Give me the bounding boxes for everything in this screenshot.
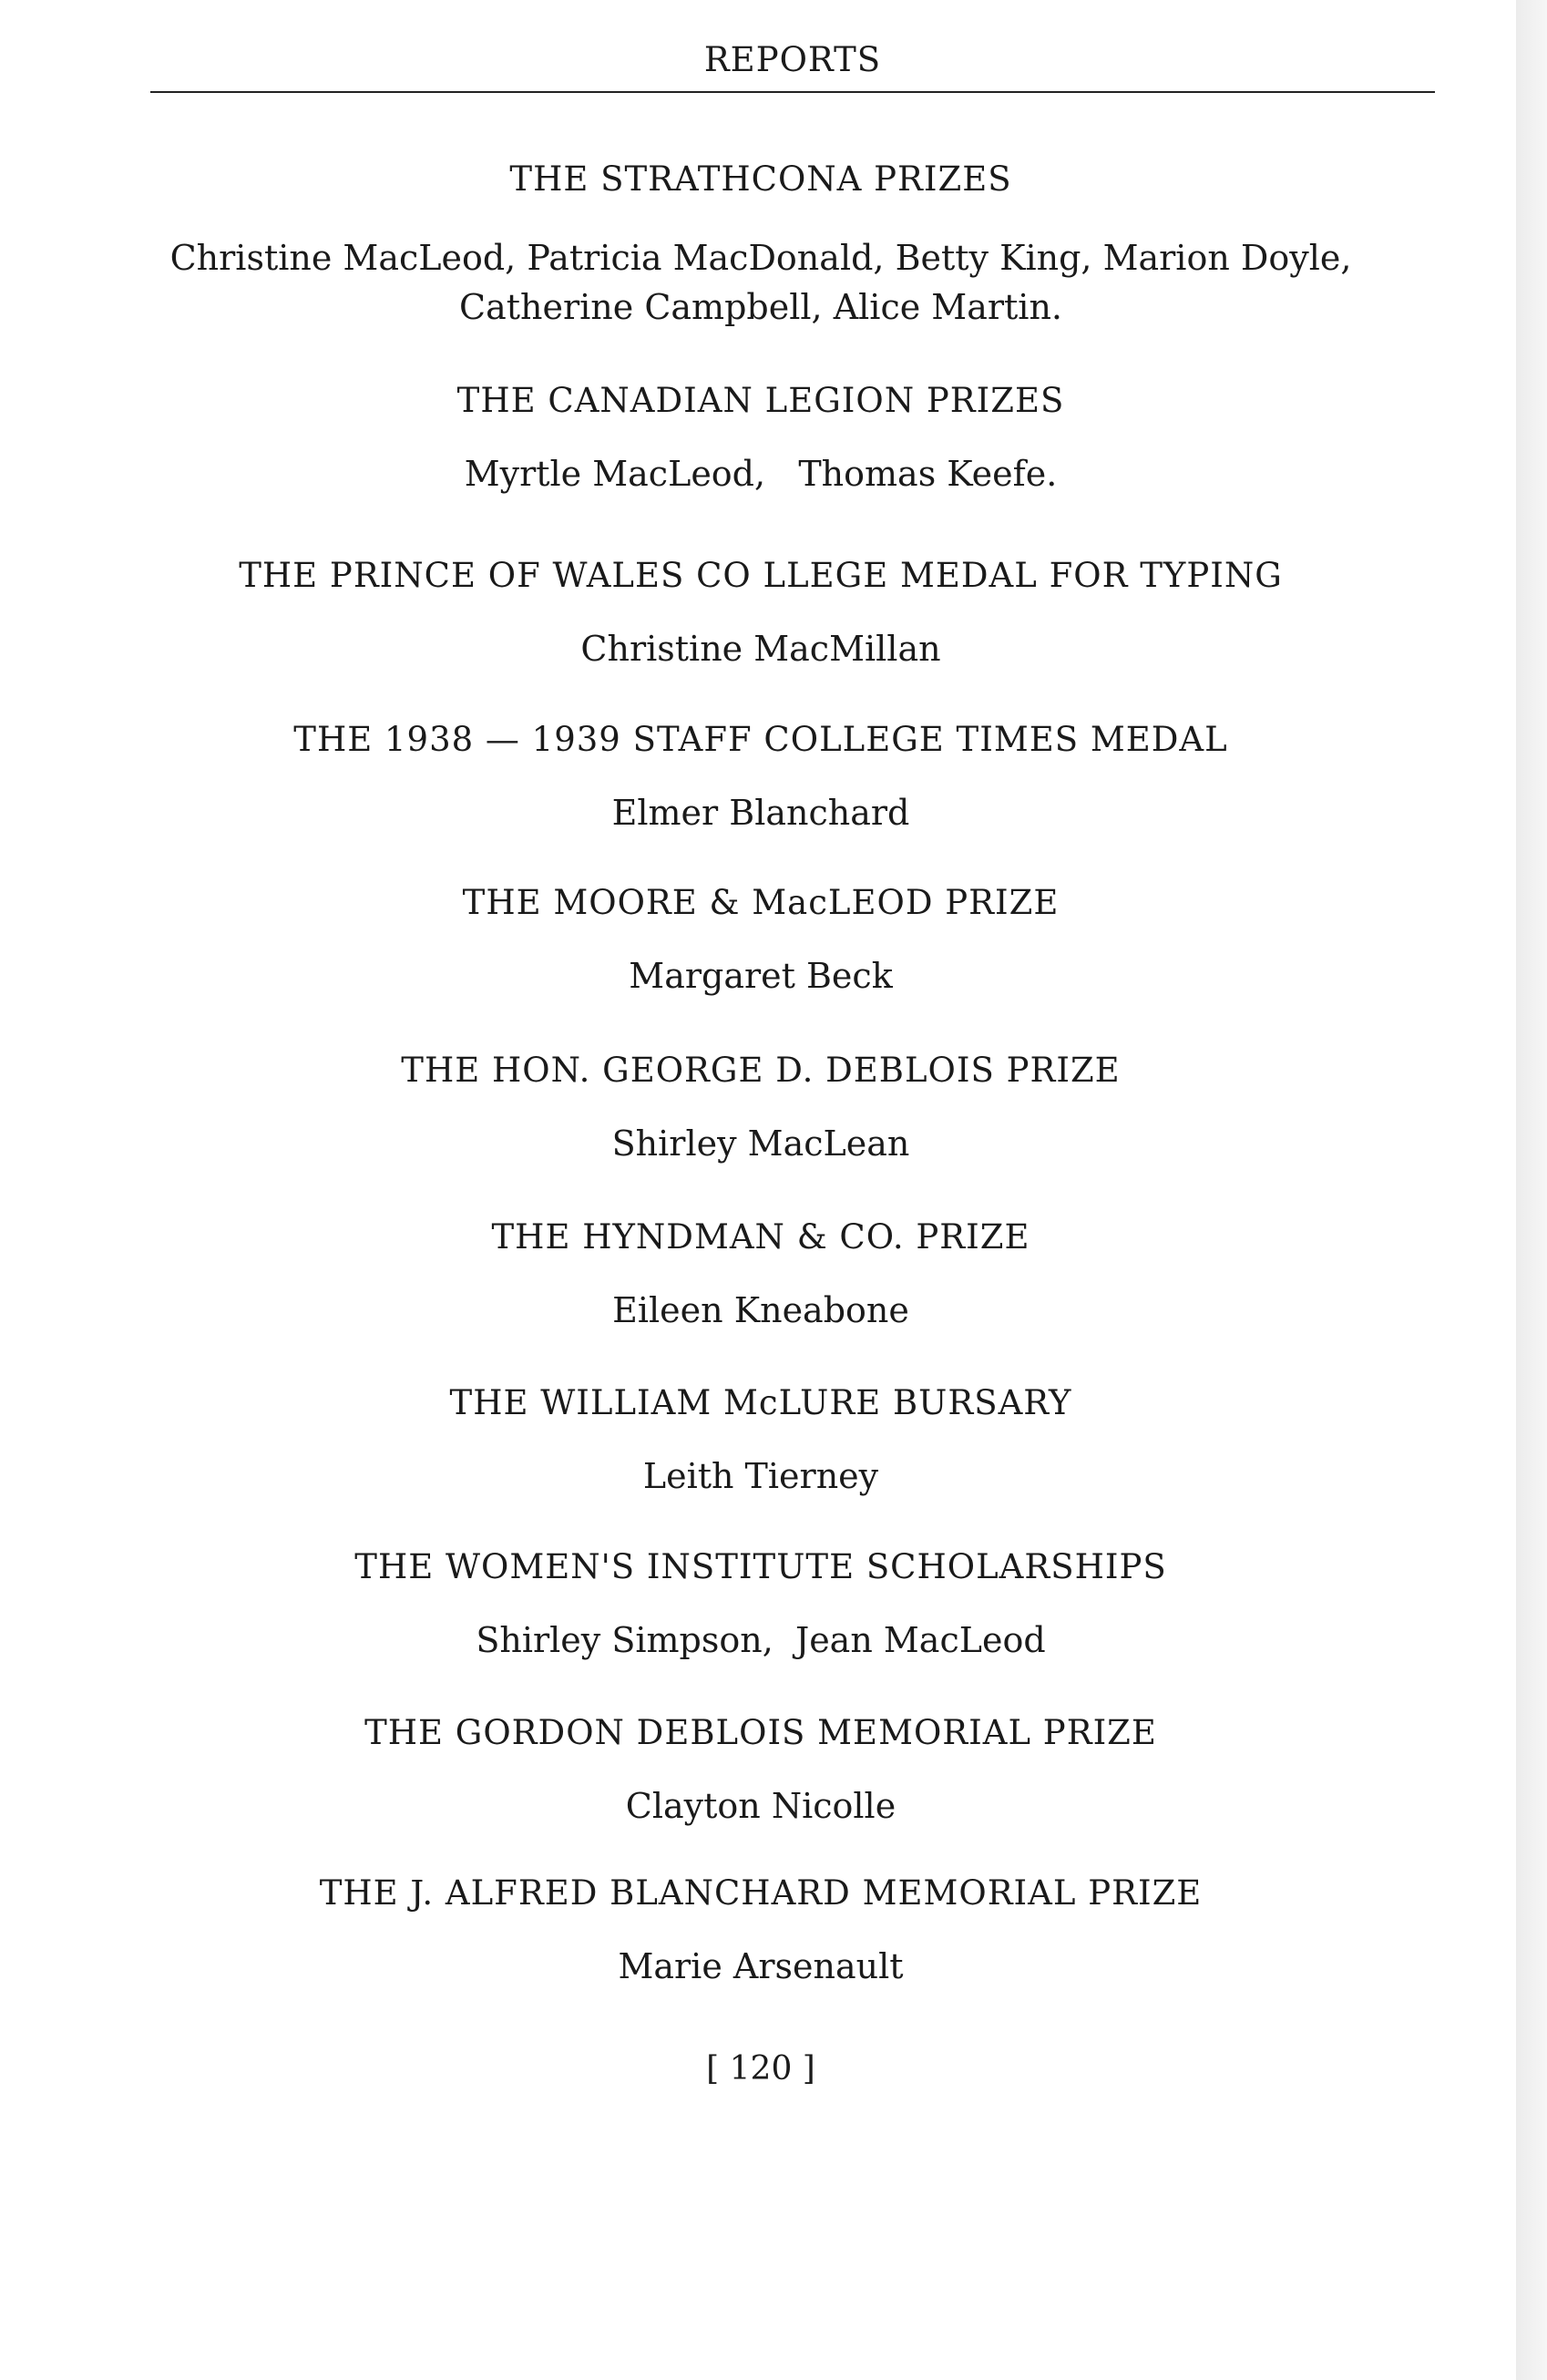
prize-recipients: Margaret Beck [629,956,893,996]
prize-entry-strathcona [109,157,1412,332]
prize-entry-mclure-bursary [109,1380,1412,1501]
prize-entry-college-times-medal [109,717,1412,837]
prize-entry-typing-medal [109,553,1412,673]
prize-title: THE CANADIAN LEGION PRIZES [456,381,1065,420]
prize-entry-hyndman [109,1215,1412,1335]
running-header: REPORTS [703,40,882,79]
prize-entry-womens-institute [109,1544,1412,1665]
prize-recipients: Eileen Kneabone [612,1290,909,1330]
prize-title: THE STRATHCONA PRIZES [509,159,1012,199]
prize-title: THE WILLIAM McLURE BURSARY [449,1383,1072,1422]
prize-entry-moore-macleod [109,880,1412,1000]
prize-title: THE MOORE & MacLEOD PRIZE [462,883,1060,922]
prize-entry-blanchard-memorial [109,1871,1412,1991]
prize-title: THE HYNDMAN & CO. PRIZE [491,1217,1030,1257]
prize-title: THE 1938 — 1939 STAFF COLLEGE TIMES MEDAL [293,720,1228,759]
prize-recipients: Leith Tierney [642,1456,879,1496]
prize-entry-gordon-deblois [109,1710,1412,1831]
header-rule [150,91,1435,93]
prize-recipients: Christine MacMillan [580,629,941,669]
prize-entry-deblois [109,1048,1412,1168]
page-number: [ 120 ] [706,2050,815,2088]
prize-recipients: Shirley MacLean [611,1123,910,1164]
prize-recipients [109,233,1412,332]
prize-title: THE HON. GEORGE D. DEBLOIS PRIZE [401,1051,1121,1090]
prize-title: THE PRINCE OF WALES CO LLEGE MEDAL FOR TYPING [239,556,1283,595]
prize-title: THE J. ALFRED BLANCHARD MEMORIAL PRIZE [319,1873,1203,1913]
prize-recipients-line-1: Christine MacLeod, Patricia MacDonald, Betty King, Marion Doyle, [169,238,1352,278]
prize-entry-canadian-legion [109,378,1412,498]
prize-recipients: Elmer Blanchard [611,793,910,833]
page-edge-shadow [1516,0,1547,2380]
prize-recipients: Shirley Simpson, Jean MacLeod [476,1620,1046,1660]
prize-recipients: Myrtle MacLeod, Thomas Keefe. [464,454,1058,494]
prize-recipients-line-2: Catherine Campbell, Alice Martin. [459,287,1062,327]
prize-title: THE GORDON DEBLOIS MEMORIAL PRIZE [364,1713,1157,1752]
prize-recipients: Clayton Nicolle [625,1786,896,1826]
prize-recipients: Marie Arsenault [618,1946,904,1986]
prize-title: THE WOMEN'S INSTITUTE SCHOLARSHIPS [354,1547,1167,1586]
